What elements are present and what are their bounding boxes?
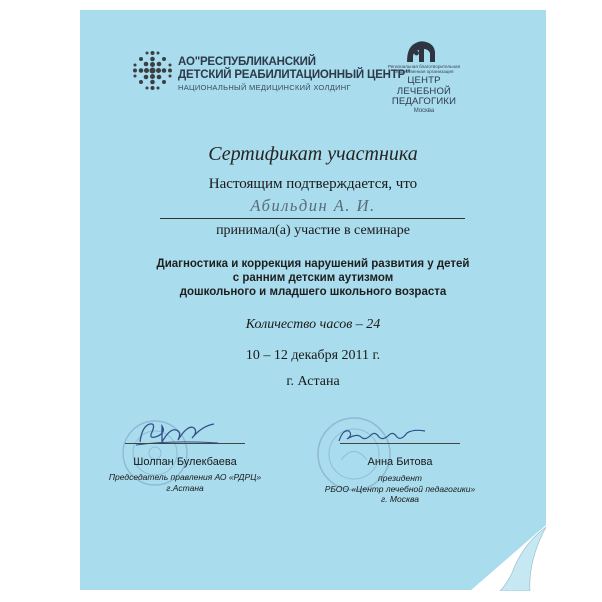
signer-left-name: Шолпан Булекбаева [133,456,237,468]
signature-line-left [125,443,245,444]
org-right-name [380,76,468,108]
org-left-line1: АО"РЕСПУБЛИКАНСКИЙ [178,56,316,68]
signer-right-role-line3: г. Москва [381,494,419,504]
org-left-subtitle: НАЦИОНАЛЬНЫЙ МЕДИЦИНСКИЙ ХОЛДИНГ [178,83,351,92]
signer-right-role [300,473,500,505]
signer-left-role-line2: г.Астана [166,482,204,493]
seminar-dates: 10 – 12 декабря 2011 г. [245,348,381,363]
participant-name: Абильдин А. И. [250,196,376,215]
page-curl-icon [470,525,546,591]
org-right-city: Москва [413,108,435,114]
org-right-small-text [370,64,478,74]
signer-right-name: Анна Битова [367,456,433,468]
signer-left-role [85,472,285,493]
seminar-title-line1: Диагностика и коррекция нарушений развития у детей [156,258,470,270]
org-left-line2: ДЕТСКИЙ РЕАБИЛИТАЦИОННЫЙ ЦЕНТР" [178,69,411,81]
signer-left-role-line1: Председатель правления АО «РДРЦ» [108,472,262,482]
hours-count: Количество часов – 24 [245,317,381,332]
org-right-name-line3: ПЕДАГОГИКИ [391,96,457,107]
name-underline [160,218,465,219]
seminar-title-line3: дошкольного и младшего школьного возраста [179,286,447,298]
org-right-name-line2: ЛЕЧЕБНОЙ [396,85,452,97]
org-right-small-line1: Региональная благотворительная [387,64,461,69]
signer-right-role-line1: президент [378,473,422,483]
signature-line-right [340,443,460,444]
confirm-text: Настоящим подтверждается, что [208,176,418,192]
child-adult-logo-icon [404,38,438,62]
participated-text: принимал(а) участие в семинаре [216,223,410,238]
org-right-name-line1: ЦЕНТР [407,75,441,86]
seminar-title-line2: с ранним детским аутизмом [232,272,394,284]
seminar-title [80,257,546,299]
signer-right-role-line2: РБОО «Центр лечебной педагогики» [324,483,476,494]
certificate-title: Сертификат участника [208,143,418,165]
org-right-small-line2: общественная организация [394,69,454,75]
cross-dots-logo-icon [130,48,175,93]
seminar-city: г. Астана [286,374,340,389]
